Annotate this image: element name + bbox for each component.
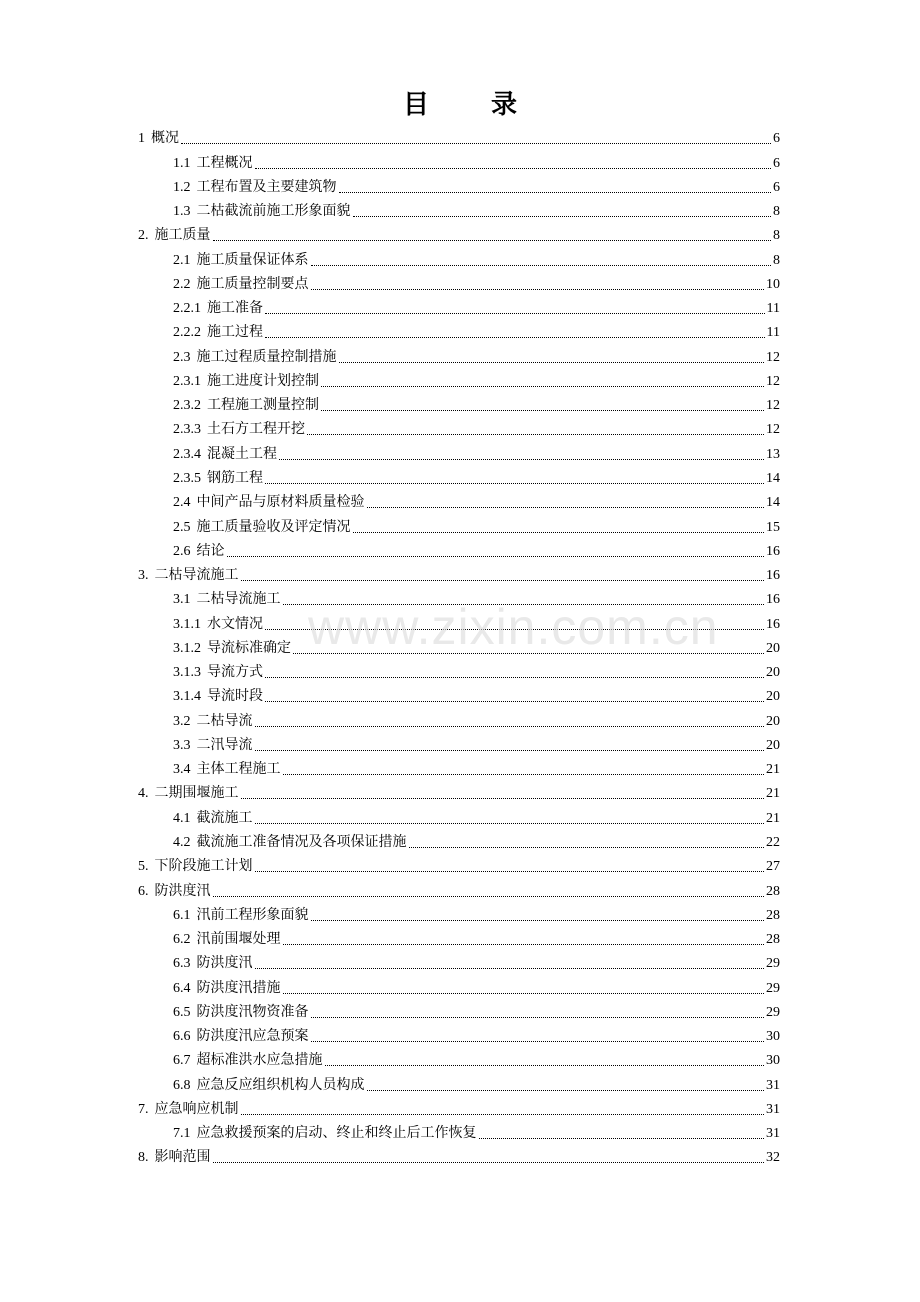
- toc-entry-label: [173, 470, 263, 488]
- toc-entry-label: [173, 713, 253, 731]
- toc-entry-label: [173, 591, 281, 609]
- toc-entry[interactable]: [138, 1143, 780, 1167]
- toc-entry-title: 施工过程质量控制措施: [196, 349, 337, 365]
- toc-dot-leader: [353, 216, 772, 217]
- toc-entry-page: 11: [766, 325, 780, 341]
- toc-entry[interactable]: [138, 634, 780, 658]
- toc-dot-leader: [265, 313, 765, 314]
- toc-entry-title: 应急响应机制: [154, 1101, 239, 1117]
- toc-entry-page: 20: [766, 713, 780, 729]
- toc-entry-title: 防洪度汛物资准备: [196, 1004, 309, 1020]
- toc-entry-page: 31: [766, 1077, 780, 1093]
- toc-entry-title: 施工质量验收及评定情况: [196, 519, 351, 535]
- toc-entry-page: 30: [766, 1053, 780, 1069]
- toc-entry-number: 2.2.1: [173, 301, 201, 317]
- toc-entry-title: 钢筋工程: [207, 470, 263, 486]
- toc-entry-number: 6.: [138, 883, 149, 899]
- toc-entry-number: 2.1: [173, 252, 191, 268]
- toc-entry[interactable]: [138, 925, 780, 949]
- toc-entry-page: 14: [766, 495, 780, 511]
- toc-entry-title: 二期围堰施工: [154, 786, 239, 802]
- toc-entry[interactable]: [138, 318, 780, 342]
- toc-entry-page: 32: [766, 1150, 780, 1166]
- toc-entry-number: 1: [138, 131, 145, 147]
- toc-entry-page: 20: [766, 737, 780, 753]
- toc-entry-page: 30: [766, 1029, 780, 1045]
- toc-entry-number: 6.3: [173, 956, 191, 972]
- toc-entry-number: 1.2: [173, 179, 191, 195]
- toc-dot-leader: [255, 968, 765, 969]
- toc-entry-number: 8.: [138, 1150, 149, 1166]
- toc-entry-number: 3.2: [173, 713, 191, 729]
- toc-entry-number: 7.1: [173, 1126, 191, 1142]
- toc-entry-page: 12: [766, 398, 780, 414]
- toc-entry[interactable]: [138, 949, 780, 973]
- toc-entry-title: 防洪度汛: [196, 956, 253, 972]
- toc-entry-number: 3.4: [173, 762, 191, 778]
- toc-entry[interactable]: [138, 828, 780, 852]
- toc-entry[interactable]: [138, 731, 780, 755]
- toc-dot-leader: [339, 362, 765, 363]
- toc-dot-leader: [311, 920, 765, 921]
- toc-entry-page: 22: [766, 834, 780, 850]
- toc-entry-page: 20: [766, 689, 780, 705]
- toc-entry-page: 8: [773, 204, 780, 220]
- toc-dot-leader: [227, 556, 765, 557]
- toc-entry-label: [173, 810, 253, 828]
- toc-dot-leader: [265, 337, 765, 338]
- toc-dot-leader: [213, 896, 765, 897]
- toc-entry-label: [173, 324, 263, 342]
- toc-entry-label: [173, 349, 337, 367]
- toc-entry[interactable]: [138, 876, 780, 900]
- toc-entry-title: 导流时段: [207, 689, 263, 705]
- toc-dot-leader: [265, 629, 764, 630]
- toc-entry-label: [173, 276, 309, 294]
- toc-entry-number: 6.5: [173, 1004, 191, 1020]
- toc-entry-title: 结论: [196, 543, 225, 559]
- toc-entry-label: [138, 858, 253, 876]
- toc-entry-number: 3.1.4: [173, 689, 201, 705]
- toc-entry-title: 防洪度汛应急预案: [196, 1029, 309, 1045]
- toc-entry-page: 6: [773, 131, 780, 147]
- toc-entry-page: 16: [766, 543, 780, 559]
- toc-entry-title: 工程概况: [196, 155, 253, 171]
- toc-entry-label: [173, 980, 281, 998]
- toc-entry-number: 3.1.1: [173, 616, 201, 632]
- toc-entry-number: 1.1: [173, 155, 191, 171]
- toc-entry-label: [173, 519, 351, 537]
- toc-entry[interactable]: [138, 270, 780, 294]
- toc-entry-number: 7.: [138, 1101, 149, 1117]
- watermark: www.zixin.com.cn: [308, 599, 719, 655]
- toc-dot-leader: [255, 871, 765, 872]
- toc-entry-label: [173, 834, 407, 852]
- toc-entry-label: [138, 1149, 211, 1167]
- toc-entry-title: 下阶段施工计划: [154, 859, 253, 875]
- toc-entry-label: [138, 785, 239, 803]
- toc-entry-title: 二枯导流: [196, 713, 253, 729]
- toc-entry[interactable]: [138, 901, 780, 925]
- toc-entry-label: [173, 300, 263, 318]
- toc-entry-label: [173, 1004, 309, 1022]
- toc-entry-number: 6.2: [173, 932, 191, 948]
- toc-entry-page: 21: [766, 762, 780, 778]
- toc-entry-label: [173, 203, 351, 221]
- toc-entry-number: 6.7: [173, 1053, 191, 1069]
- toc-entry-number: 2.: [138, 228, 149, 244]
- toc-entry-number: 2.2.2: [173, 325, 201, 341]
- toc-entry-page: 15: [766, 519, 780, 535]
- toc-dot-leader: [265, 483, 764, 484]
- toc-entry[interactable]: [138, 609, 780, 633]
- toc-entry-number: 2.3.2: [173, 398, 201, 414]
- toc-dot-leader: [241, 580, 765, 581]
- toc-entry-number: 4.1: [173, 810, 191, 826]
- toc-entry-title: 水文情况: [207, 616, 263, 632]
- toc-entry-page: 12: [766, 373, 780, 389]
- toc-entry-label: [173, 931, 281, 949]
- toc-dot-leader: [311, 1041, 765, 1042]
- toc-entry[interactable]: [138, 779, 780, 803]
- toc-entry-title: 二枯截流前施工形象面貌: [196, 204, 351, 220]
- toc-entry-page: 16: [766, 568, 780, 584]
- toc-entry-label: [173, 397, 319, 415]
- toc-dot-leader: [311, 289, 765, 290]
- toc-entry-title: 导流标准确定: [207, 640, 291, 656]
- toc-entry-label: [173, 1077, 365, 1095]
- toc-entry-page: 11: [766, 301, 780, 317]
- toc-entry-label: [173, 543, 225, 561]
- toc-entry-label: [138, 130, 179, 148]
- toc-entry-number: 3.1: [173, 592, 191, 608]
- toc-entry-number: 6.8: [173, 1077, 191, 1093]
- toc-entry[interactable]: [138, 245, 780, 269]
- toc-dot-leader: [241, 1114, 765, 1115]
- toc-entry-page: 6: [773, 179, 780, 195]
- toc-entry-number: 2.3.4: [173, 446, 201, 462]
- toc-entry[interactable]: [138, 464, 780, 488]
- toc-entry-page: 16: [766, 592, 780, 608]
- toc-entry-label: [173, 664, 263, 682]
- toc-entry-title: 工程施工测量控制: [207, 398, 319, 414]
- toc-entry-label: [173, 955, 253, 973]
- toc-entry-title: 主体工程施工: [196, 762, 281, 778]
- toc-entry-title: 施工准备: [207, 301, 263, 317]
- toc-dot-leader: [255, 750, 765, 751]
- toc-entry-label: [173, 1125, 477, 1143]
- toc-entry[interactable]: [138, 537, 780, 561]
- toc-entry-number: 2.6: [173, 543, 191, 559]
- toc-entry-label: [173, 252, 309, 270]
- toc-dot-leader: [367, 1090, 765, 1091]
- toc-entry-label: [173, 688, 263, 706]
- toc-dot-leader: [367, 507, 765, 508]
- toc-entry-number: 6.4: [173, 980, 191, 996]
- toc-entry[interactable]: [138, 755, 780, 779]
- table-of-contents: [138, 124, 780, 1167]
- toc-dot-leader: [283, 774, 765, 775]
- title-char-1: 目: [402, 90, 429, 120]
- toc-entry-title: 二枯导流施工: [196, 592, 281, 608]
- toc-entry-page: 12: [766, 422, 780, 438]
- toc-entry-page: 13: [766, 446, 780, 462]
- toc-entry[interactable]: [138, 682, 780, 706]
- toc-entry-title: 截流施工准备情况及各项保证措施: [196, 834, 407, 850]
- toc-entry-page: 10: [766, 276, 780, 292]
- toc-dot-leader: [311, 265, 772, 266]
- toc-entry-page: 6: [773, 155, 780, 171]
- toc-entry-label: [138, 227, 211, 245]
- toc-entry[interactable]: [138, 439, 780, 463]
- toc-entry-label: [173, 907, 309, 925]
- toc-entry-label: [173, 421, 305, 439]
- toc-dot-leader: [339, 192, 772, 193]
- toc-dot-leader: [307, 434, 764, 435]
- toc-entry-number: 4.2: [173, 834, 191, 850]
- toc-entry-number: 1.3: [173, 204, 191, 220]
- toc-entry[interactable]: [138, 585, 780, 609]
- toc-dot-leader: [321, 386, 764, 387]
- toc-entry[interactable]: [138, 561, 780, 585]
- toc-entry-label: [173, 446, 277, 464]
- toc-entry[interactable]: [138, 1119, 780, 1143]
- toc-entry-title: 截流施工: [196, 810, 253, 826]
- toc-entry-number: 3.1.2: [173, 640, 201, 656]
- toc-entry-title: 汛前工程形象面貌: [196, 907, 309, 923]
- toc-entry-number: 2.3: [173, 349, 191, 365]
- toc-entry-label: [138, 1101, 239, 1119]
- toc-dot-leader: [213, 1162, 765, 1163]
- toc-dot-leader: [283, 993, 765, 994]
- toc-entry[interactable]: [138, 197, 780, 221]
- toc-entry-page: 16: [766, 616, 780, 632]
- toc-entry-number: 2.5: [173, 519, 191, 535]
- toc-entry-number: 4.: [138, 786, 149, 802]
- toc-entry-page: 21: [766, 810, 780, 826]
- toc-entry-page: 20: [766, 640, 780, 656]
- toc-entry[interactable]: [138, 415, 780, 439]
- toc-entry-label: [173, 640, 291, 658]
- toc-entry-page: 21: [766, 786, 780, 802]
- toc-entry-title: 影响范围: [154, 1150, 211, 1166]
- toc-entry-number: 6.6: [173, 1029, 191, 1045]
- toc-dot-leader: [283, 604, 765, 605]
- toc-entry-number: 3.3: [173, 737, 191, 753]
- toc-entry[interactable]: [138, 512, 780, 536]
- toc-dot-leader: [279, 459, 764, 460]
- toc-entry[interactable]: [138, 488, 780, 512]
- toc-entry[interactable]: [138, 342, 780, 366]
- toc-entry[interactable]: [138, 852, 780, 876]
- toc-entry-number: 2.3.1: [173, 373, 201, 389]
- toc-entry-page: 27: [766, 859, 780, 875]
- toc-entry[interactable]: [138, 998, 780, 1022]
- toc-dot-leader: [311, 1017, 765, 1018]
- toc-entry-page: 29: [766, 956, 780, 972]
- toc-entry-number: 6.1: [173, 907, 191, 923]
- toc-entry-title: 施工进度计划控制: [207, 373, 319, 389]
- toc-entry-page: 28: [766, 883, 780, 899]
- toc-dot-leader: [241, 798, 765, 799]
- toc-entry-title: 应急反应组织机构人员构成: [196, 1077, 365, 1093]
- toc-entry-number: 2.4: [173, 495, 191, 511]
- toc-entry-page: 28: [766, 932, 780, 948]
- toc-dot-leader: [181, 143, 771, 144]
- toc-dot-leader: [255, 726, 765, 727]
- toc-entry-title: 防洪度汛措施: [196, 980, 281, 996]
- toc-entry-number: 3.1.3: [173, 665, 201, 681]
- toc-entry-label: [138, 567, 239, 585]
- toc-entry-page: 12: [766, 349, 780, 365]
- toc-entry-title: 汛前围堰处理: [196, 932, 281, 948]
- toc-entry-label: [173, 1028, 309, 1046]
- toc-entry[interactable]: [138, 124, 780, 148]
- toc-entry[interactable]: [138, 173, 780, 197]
- toc-dot-leader: [321, 410, 764, 411]
- toc-entry-number: 2.2: [173, 276, 191, 292]
- toc-entry-title: 施工过程: [207, 325, 263, 341]
- toc-entry-label: [138, 883, 211, 901]
- toc-entry-page: 31: [766, 1126, 780, 1142]
- toc-entry[interactable]: [138, 973, 780, 997]
- toc-entry-title: 施工质量控制要点: [196, 276, 309, 292]
- toc-entry[interactable]: [138, 1095, 780, 1119]
- toc-entry-title: 概况: [151, 131, 179, 147]
- toc-entry-label: [173, 616, 263, 634]
- toc-entry-label: [173, 155, 253, 173]
- toc-dot-leader: [283, 944, 765, 945]
- toc-dot-leader: [409, 847, 765, 848]
- toc-entry[interactable]: [138, 148, 780, 172]
- toc-dot-leader: [255, 823, 765, 824]
- title-char-2: 录: [491, 90, 518, 120]
- toc-entry-page: 20: [766, 665, 780, 681]
- toc-entry-label: [173, 494, 365, 512]
- toc-dot-leader: [293, 653, 764, 654]
- toc-entry-title: 超标准洪水应急措施: [196, 1053, 323, 1069]
- toc-dot-leader: [479, 1138, 765, 1139]
- toc-entry[interactable]: [138, 391, 780, 415]
- toc-entry-label: [173, 373, 319, 391]
- toc-entry[interactable]: [138, 367, 780, 391]
- toc-entry-number: 3.: [138, 568, 149, 584]
- toc-entry-title: 应急救援预案的启动、终止和终止后工作恢复: [196, 1126, 477, 1142]
- toc-entry-title: 导流方式: [207, 665, 263, 681]
- toc-entry-number: 2.3.3: [173, 422, 201, 438]
- toc-entry-label: [173, 1052, 323, 1070]
- toc-entry[interactable]: [138, 1046, 780, 1070]
- toc-entry-number: 2.3.5: [173, 470, 201, 486]
- toc-entry-title: 二汛导流: [196, 737, 253, 753]
- toc-entry-title: 中间产品与原材料质量检验: [196, 495, 365, 511]
- toc-entry[interactable]: [138, 294, 780, 318]
- toc-entry[interactable]: [138, 1022, 780, 1046]
- toc-entry-number: 5.: [138, 859, 149, 875]
- page-title: [0, 84, 920, 121]
- toc-entry-page: 8: [773, 228, 780, 244]
- toc-entry-page: 29: [766, 980, 780, 996]
- toc-entry[interactable]: [138, 658, 780, 682]
- toc-dot-leader: [255, 168, 772, 169]
- toc-entry-label: [173, 179, 337, 197]
- toc-entry-page: 14: [766, 470, 780, 486]
- toc-entry[interactable]: [138, 221, 780, 245]
- toc-entry-title: 二枯导流施工: [154, 568, 239, 584]
- toc-entry-title: 工程布置及主要建筑物: [196, 179, 337, 195]
- toc-entry-title: 施工质量: [154, 228, 211, 244]
- toc-entry-label: [173, 737, 253, 755]
- toc-entry-label: [173, 761, 281, 779]
- toc-entry-page: 8: [773, 252, 780, 268]
- toc-entry-title: 施工质量保证体系: [196, 252, 309, 268]
- toc-entry[interactable]: [138, 706, 780, 730]
- toc-entry[interactable]: [138, 1070, 780, 1094]
- toc-dot-leader: [265, 677, 764, 678]
- toc-dot-leader: [353, 532, 765, 533]
- toc-entry-title: 土石方工程开挖: [207, 422, 305, 438]
- toc-dot-leader: [213, 240, 772, 241]
- toc-entry[interactable]: [138, 803, 780, 827]
- toc-dot-leader: [265, 701, 764, 702]
- toc-dot-leader: [325, 1065, 765, 1066]
- toc-entry-page: 29: [766, 1004, 780, 1020]
- toc-entry-page: 31: [766, 1101, 780, 1117]
- toc-entry-title: 混凝土工程: [207, 446, 277, 462]
- toc-entry-page: 28: [766, 907, 780, 923]
- toc-entry-title: 防洪度汛: [154, 883, 211, 899]
